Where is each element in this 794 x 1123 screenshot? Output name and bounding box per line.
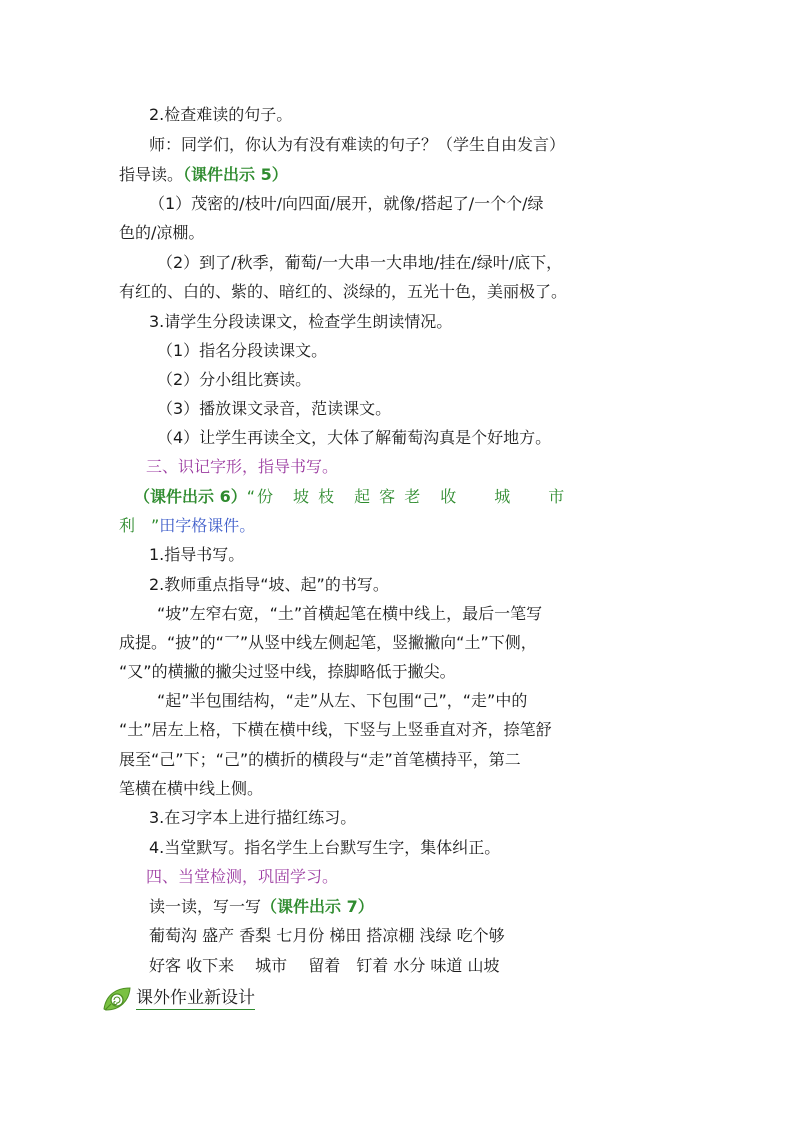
tianzige-courseware: 田字格课件。 bbox=[159, 516, 256, 535]
courseware-7-label: （课件出示 7） bbox=[261, 897, 374, 916]
sentence-2-part-a: （2）到了/秋季，葡萄/一大串一大串地/挂在/绿叶/底下， bbox=[157, 253, 563, 272]
homework-title: 课外作业新设计 bbox=[136, 988, 255, 1008]
qi-guide-4: 笔横在横中线上侧。 bbox=[119, 779, 264, 798]
po-guide-2: 成提。“披”的“乛”从竖中线左侧起笔，竖撇撇向“土”下侧， bbox=[119, 633, 537, 652]
character-list: “份 坡 枝 起 客 老 收 城 市 bbox=[246, 487, 567, 506]
line-step-3-2: （2）分小组比赛读。 bbox=[157, 370, 312, 389]
section-four-heading: 四、当堂检测，巩固学习。 bbox=[146, 867, 339, 886]
courseware-5-label: （课件出示 5） bbox=[183, 165, 288, 184]
word-list-2: 好客 收下来 城市 留着 钉着 水分 味道 山坡 bbox=[149, 956, 500, 975]
courseware-6-line bbox=[134, 487, 566, 507]
line-teacher-question: 师：同学们，你认为有没有难读的句子？（学生自由发言） bbox=[149, 135, 566, 154]
line-step-3-4: （4）让学生再读全文，大体了解葡萄沟真是个好地方。 bbox=[157, 428, 552, 447]
line-writing-4: 4.当堂默写。指名学生上台默写生字，集体纠正。 bbox=[149, 838, 501, 857]
sentence-1-part-b: 色的/凉棚。 bbox=[119, 223, 205, 242]
section-three-heading: 三、识记字形，指导书写。 bbox=[146, 457, 339, 476]
sentence-1-part-a: （1）茂密的/枝叶/向四面/展开，就像/搭起了/一个个/绿 bbox=[149, 194, 544, 213]
character-list-end: 利 ” bbox=[119, 516, 160, 535]
courseware-6-line-2 bbox=[119, 516, 255, 536]
qi-guide-1: “起”半包围结构，“走”从左、下包围“己”，“走”中的 bbox=[157, 691, 528, 710]
line-check-sentences: 2.检查难读的句子。 bbox=[149, 105, 293, 124]
line-writing-1: 1.指导书写。 bbox=[149, 545, 245, 564]
leaf-snail-icon bbox=[102, 985, 132, 1013]
qi-guide-2: “土”居左上格，下横在横中线，下竖与上竖垂直对齐，捺笔舒 bbox=[119, 720, 552, 739]
po-guide-3: “又”的横撇的撇尖过竖中线，捺脚略低于撇尖。 bbox=[119, 662, 456, 681]
courseware-6-label: （课件出示 6） bbox=[134, 487, 247, 506]
guide-read-text: 指导读。 bbox=[119, 165, 184, 184]
line-guide-read bbox=[119, 165, 288, 185]
po-guide-1: “坡”左窄右宽，“土”首横起笔在横中线上，最后一笔写 bbox=[157, 604, 543, 623]
line-step-3-1: （1）指名分段读课文。 bbox=[157, 341, 328, 360]
line-step-3: 3.请学生分段读课文，检查学生朗读情况。 bbox=[149, 312, 453, 331]
line-writing-3: 3.在习字本上进行描红练习。 bbox=[149, 808, 357, 827]
sentence-2-part-b: 有红的、白的、紫的、暗红的、淡绿的，五光十色，美丽极了。 bbox=[119, 282, 568, 301]
qi-guide-3: 展至“己”下；“己”的横折的横段与“走”首笔横持平，第二 bbox=[119, 750, 521, 769]
read-write-text: 读一读，写一写 bbox=[149, 897, 262, 916]
read-write-line bbox=[149, 897, 374, 917]
line-step-3-3: （3）播放课文录音，范读课文。 bbox=[157, 399, 392, 418]
line-writing-2: 2.教师重点指导“坡、起”的书写。 bbox=[149, 575, 389, 594]
word-list-1: 葡萄沟 盛产 香梨 七月份 梯田 搭凉棚 浅绿 吃个够 bbox=[149, 926, 505, 945]
